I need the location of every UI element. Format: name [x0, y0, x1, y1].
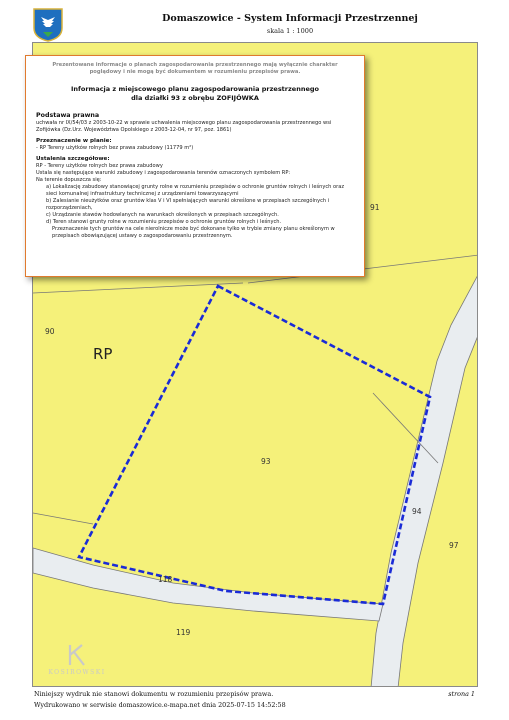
info-title [36, 85, 354, 103]
parcel-line [33, 283, 243, 293]
company-logo [34, 643, 120, 683]
parcel-label-94: 94 [412, 507, 422, 516]
details-line: Ustala się następujące warunki zabudowy i zagospodarowania terenów oznaczonych symbolem RP: [36, 169, 291, 176]
map-scale: skala 1 : 1000 [266, 27, 314, 35]
parcel-label-119: 119 [176, 628, 191, 637]
purpose-text: - RP Tereny użytków rolnych bez prawa zabudowy (11779 m²) [36, 144, 194, 151]
page-title: Domaszowice - System Informacji Przestrzennej [162, 13, 418, 24]
plan-info-panel [25, 55, 365, 277]
details-item: b) Zalesianie nieużytków oraz gruntów klas V i VI spełniających warunki określone w przepisach szczególnych i rozporządzeniach, [46, 197, 330, 211]
details-line: RP - Tereny użytków rolnych bez prawa zabudowy [36, 162, 163, 169]
legal-basis-text: uchwała nr IX/54/03 z 2003-10-22 w sprawie uchwalenia miejscowego planu zagospodarowania przestrzennego wsi Zofijówka (Dz.Urz. Województwa Opolskiego z 2003-12-04, nr 97, poz. 1861) [36, 119, 332, 133]
page-number: strona 1 [448, 690, 475, 698]
purpose-heading: Przeznaczenie w planie: [36, 137, 112, 144]
details-line: Na terenie dopuszcza się: [36, 176, 102, 183]
details-item: d) Teren stanowi grunty rolne w rozumieniu przepisów o ochronie gruntów rolnych i leśnych. [46, 218, 282, 225]
zone-label-rp: RP [93, 345, 113, 363]
footer-disclaimer: Niniejszy wydruk nie stanowi dokumentu w rozumieniu przepisów prawa. [34, 690, 274, 698]
parcel-label-93: 93 [261, 457, 271, 466]
details-heading: Ustalenia szczegółowe: [36, 155, 110, 162]
footer-print-info: Wydrukowano w serwisie domaszowice.e-mapa.net dnia 2025-07-15 14:52:58 [34, 701, 286, 709]
details-item: c) Urządzanie stawów hodowlanych na warunkach określonych w przepisach szczególnych. [46, 211, 279, 218]
road-right [371, 273, 478, 687]
info-title-line2: dla działki 93 z obrębu ZOFIJÓWKA [131, 93, 259, 102]
road-bottom [33, 548, 383, 621]
legal-basis-heading: Podstawa prawna [36, 111, 100, 119]
info-title-line1: Informacja z miejscowego planu zagospodarowania przestrzennego [71, 85, 319, 94]
highlighted-parcel-93 [79, 286, 430, 604]
logo-text: KOSIROWSKI [48, 669, 106, 676]
details-item: a) Lokalizację zabudowy stanowiącej grunty rolne w rozumieniu przepisów o ochronie gruntów rolnych i leśnych oraz sieci komunalnej infrastruktury technicznej z urządzeniami towarzyszącymi [46, 183, 344, 197]
parcel-label-97: 97 [449, 541, 459, 550]
details-tail: Przeznaczenie tych gruntów na cele nierolnicze może być dokonane tylko w trybie zmiany planu określonym w przepisach obowiązującej ustawy o zagospodarowaniu przestrzennym. [52, 225, 335, 239]
parcel-line [33, 513, 93, 524]
parcel-label-91: 91 [370, 203, 380, 212]
parcel-label-90: 90 [45, 327, 55, 336]
municipality-crest [33, 8, 63, 42]
disclaimer-notice: Prezentowane informacje o planach zagospodarowania przestrzennego mają wyłącznie charakter poglądowy i nie mogą być dokumentem w rozumieniu przepisów prawa. [52, 62, 338, 76]
parcel-label-118: 118 [158, 575, 173, 584]
